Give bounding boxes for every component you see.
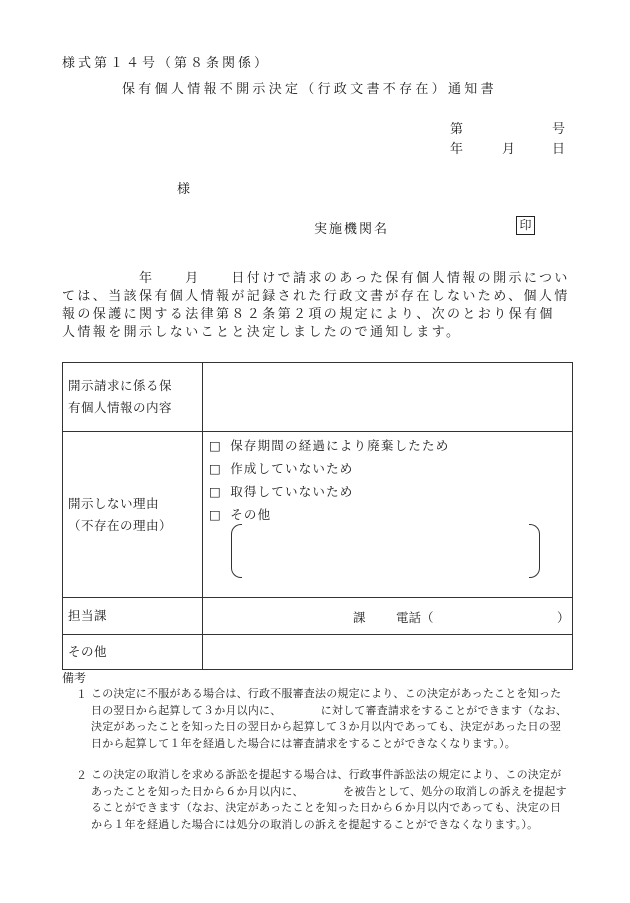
department-ka: 課 — [353, 610, 366, 625]
document-title: 保有個人情報不開示決定（行政文書不存在）通知書 — [122, 82, 497, 97]
reason-label-text: 取得していないため — [230, 484, 354, 499]
doc-number-dai: 第 — [450, 122, 464, 137]
reason-item-not-created — [209, 459, 354, 477]
left-bracket-icon — [231, 524, 242, 578]
reason-item-disposed — [209, 436, 449, 454]
date-day: 日 — [552, 142, 566, 157]
form-number: 様式第１４号（第８条関係） — [62, 56, 271, 71]
right-bracket-icon — [529, 524, 540, 578]
phone-close-paren: ） — [557, 610, 570, 625]
table-row-content — [63, 363, 573, 432]
issuing-agency-name: 実施機関名 — [314, 222, 390, 237]
checkbox-icon[interactable]: □ — [209, 507, 223, 522]
other-label: その他 — [63, 635, 203, 670]
notes-title: 備考 — [62, 671, 87, 685]
reason-label-text: その他 — [230, 507, 272, 522]
content-label-line2: 有個人情報の内容 — [68, 400, 173, 415]
recipient-sama: 様 — [177, 182, 191, 197]
date-year: 年 — [450, 142, 464, 157]
reason-item-not-acquired — [209, 482, 354, 500]
date-month: 月 — [502, 142, 516, 157]
other-value-cell — [203, 635, 573, 670]
content-value-cell — [203, 363, 573, 432]
seal-stamp: 印 — [516, 216, 535, 235]
reason-label — [63, 432, 203, 598]
reason-label-text: 作成していないため — [230, 461, 354, 476]
doc-number-go: 号 — [552, 122, 566, 137]
reason-label-line1: 開示しない理由 — [68, 495, 160, 511]
checkbox-icon[interactable]: □ — [209, 461, 223, 476]
phone-label: 電話（ — [396, 610, 434, 625]
notice-body-text: 年 月 日付けで請求のあった保有個人情報の開示については、当該保有個人情報が記録された行政文書が存在しないため、個人情報の保護に関する法律第８２条第２項の規定により、次のとおり保有個人情報を開示しないことと決定しましたので通知します。 — [62, 271, 570, 340]
table-row-department — [63, 598, 573, 635]
department-cell — [203, 598, 573, 635]
table-row-reason — [63, 432, 573, 598]
note-text-2: この決定の取消しを求める訴訟を提起する場合は、行政事件訴訟法の規定により、この決定があったことを知った日から６か月以内に、 を被告として、処分の取消しの訴えを提起することができます（なお、決定があったことを知った日から６か月以内であっても、決定の日から１年を経過した場合には処分の取消しの訴えを提起することができなくなります。）。 — [91, 768, 567, 831]
table-row-other — [63, 635, 573, 670]
reason-cell — [203, 432, 573, 598]
content-label-line1: 開示請求に係る保 — [68, 378, 173, 393]
checkbox-icon[interactable]: □ — [209, 438, 223, 453]
department-label: 担当課 — [63, 598, 203, 635]
reason-item-other — [209, 505, 271, 523]
note-number-1: １ — [76, 688, 87, 701]
checkbox-icon[interactable]: □ — [209, 484, 223, 499]
reason-label-text: 保存期間の経過により廃棄したため — [230, 438, 450, 453]
note-number-2: ２ — [76, 769, 87, 782]
decision-table — [62, 362, 573, 670]
reason-label-line2: （不存在の理由） — [68, 517, 173, 533]
content-label — [63, 363, 203, 432]
note-text-1: この決定に不服がある場合は、行政不服審査法の規定により、この決定があったことを知った日の翌日から起算して３か月以内に、 に対して審査請求をすることができます（なお、決定があったことを知った日の翌日から起算して３か月以内であっても、決定があった日の翌日から起算して１年を経過した場合には審査請求をすることができなくなります。）。 — [91, 687, 568, 750]
